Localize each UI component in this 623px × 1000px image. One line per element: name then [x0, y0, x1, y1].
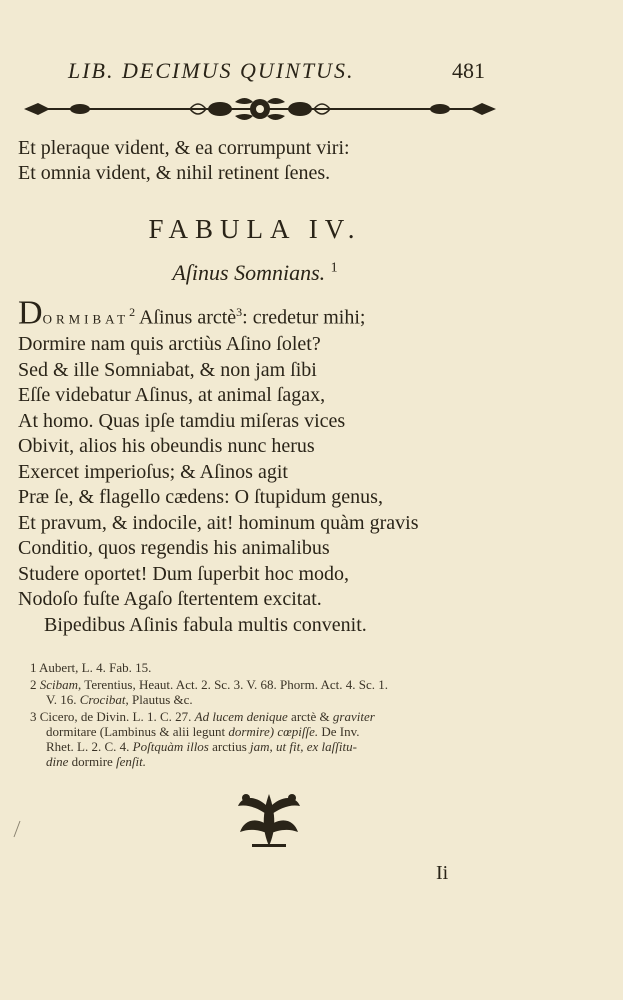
footnote-text: arctius [212, 739, 247, 754]
footnote-italic: Crocibat [79, 692, 126, 707]
footnote-italic: jam, ut fit, ex laſſitu- [250, 739, 357, 754]
footnote-italic: graviter [332, 709, 375, 724]
footnote-italic: dormire) cœpiſſe. [228, 724, 319, 739]
footnote-italic: Ad lucem denique [194, 709, 288, 724]
footnote-ref: 3 [236, 305, 243, 319]
verse-line: At homo. Quas ipſe tamdiu miſeras vices [18, 409, 346, 432]
footnote-text: , Plautus &c. [125, 692, 193, 707]
verse-line: Sed & ille Somniabat, & non jam ſibi [18, 358, 317, 381]
verse-text: Aſinus arctè [138, 306, 237, 329]
ornamental-rule-icon [20, 92, 500, 126]
footnote-text: De Inv. [321, 724, 360, 739]
verse-line: Conditio, quos regendis his animalibus [18, 537, 330, 560]
fable-moral: Bipedibus Aſinis fabula multis convenit. [44, 613, 367, 636]
footnote-italic: ſenſit. [116, 754, 147, 769]
drop-cap: D [18, 294, 43, 332]
floral-tailpiece-icon [232, 786, 306, 850]
footnote-text: Cicero, de Divin. L. 1. C. 27. [39, 709, 192, 724]
verse-line: Studere oportet! Dum ſuperbit hoc modo, [18, 562, 350, 585]
top-verses [18, 136, 350, 186]
verse-line: Nodoſo fuſte Agaſo ſtertentem excitat. [18, 588, 322, 611]
fable-title: FABULA IV. [148, 214, 362, 244]
fable-verses [18, 294, 458, 638]
verse-line: Et omnia vident, & nihil retinent ſenes. [18, 162, 331, 184]
verse-line: Exercet imperioſus; & Aſinos agit [18, 460, 288, 483]
footnote-text: dormire [71, 754, 113, 769]
verse-line: Et pravum, & indocile, ait! hominum quàm gravis [18, 511, 419, 534]
footnote-number: 1 [30, 660, 37, 675]
verse-line-first [18, 294, 458, 332]
margin-mark-icon [12, 820, 22, 838]
footnote-3 [30, 709, 500, 769]
footnote-italic: dine [46, 754, 69, 769]
verse-line: Et pleraque vident, & ea corrumpunt viri: [18, 137, 350, 159]
footnote-text: arctè & [291, 709, 330, 724]
fable-subtitle [0, 260, 510, 286]
footnote-number: 2 [30, 677, 37, 692]
footnote-text: , Terentius, Heaut. Act. 2. Sc. 3. V. 68. Phorm. Act. 4. Sc. 1. [78, 677, 389, 692]
small-caps-word: ORMIBAT [42, 311, 130, 327]
verse-text: : credetur mihi; [242, 306, 366, 329]
verse-line: Eſſe videbatur Aſinus, at animal ſagax, [18, 384, 326, 407]
footnote-italic: Poſtquàm illos [132, 739, 209, 754]
signature-mark: Ii [436, 862, 449, 884]
footnote-ref: 2 [129, 305, 136, 319]
footnote-italic: Scibam [39, 677, 79, 692]
verse-line: Dormire nam quis arctiùs Aſino ſolet? [18, 333, 321, 356]
footnote-ref: 1 [330, 260, 338, 276]
running-head: LIB. DECIMUS QUINTUS. [68, 58, 355, 83]
verse-line: Præ ſe, & flagello cædens: O ſtupidum genus, [18, 486, 383, 509]
footnote-2 [30, 677, 500, 707]
footnote-text: Aubert, L. 4. Fab. 15. [39, 660, 152, 675]
footnote-text: Rhet. L. 2. C. 4. [46, 739, 130, 754]
verse-line: Obivit, alios his obeundis nunc herus [18, 435, 315, 458]
page-number: 481 [452, 58, 485, 83]
footnote-number: 3 [30, 709, 37, 724]
footnotes [30, 660, 500, 771]
footnote-text: dormitare (Lambinus & alii legunt [46, 724, 226, 739]
footnote-text: V. 16. [46, 692, 77, 707]
footnote-1 [30, 660, 500, 675]
subtitle-text: Aſinus Somnians. [172, 260, 326, 285]
